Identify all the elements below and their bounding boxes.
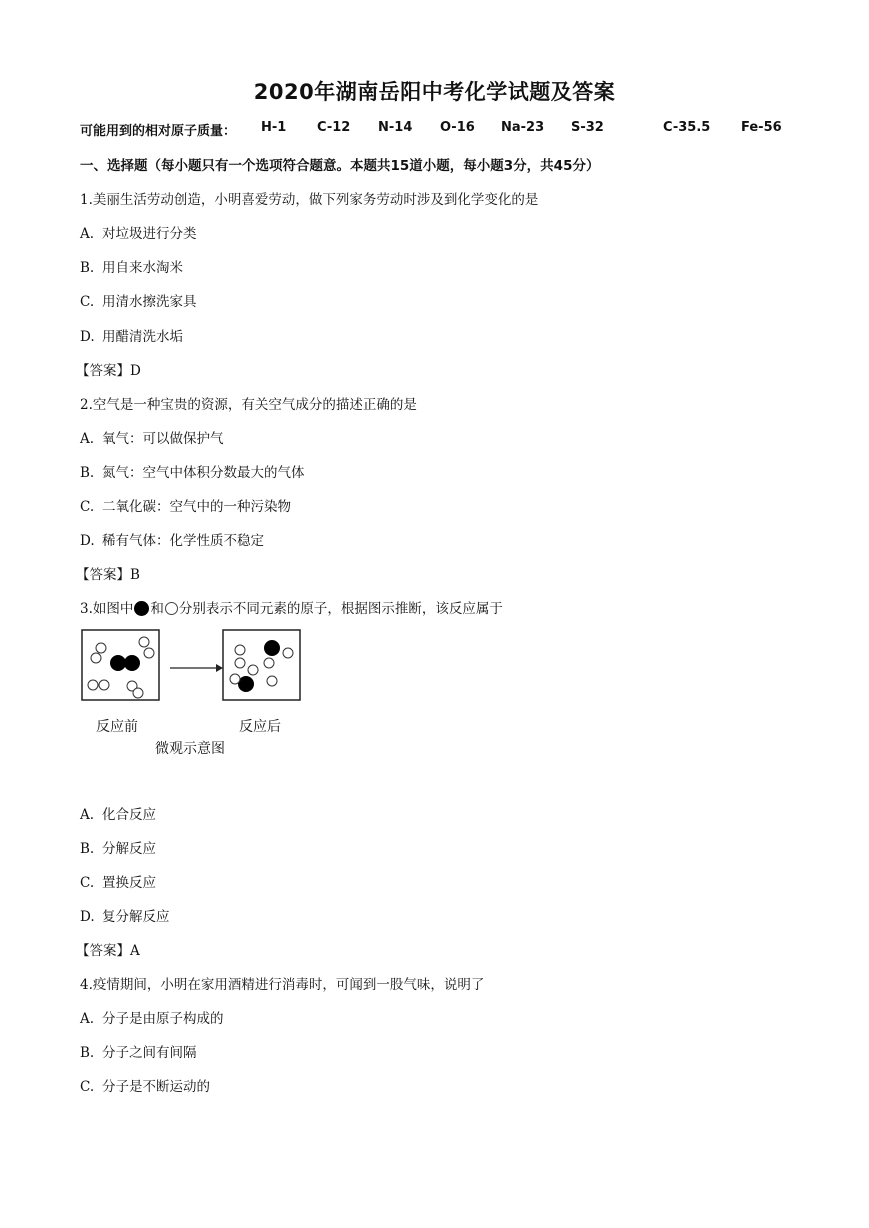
question-1-option-a [80,222,197,242]
question-1-stem: 1.美丽生活劳动创造，小明喜爱劳动，做下列家务劳动时涉及到化学变化的是 [80,192,539,208]
option-text: 氧气：可以做保护气 [102,431,224,447]
before-label: 反应前 [96,719,138,735]
atomic-mass-c: C-12 [317,120,351,135]
atomic-mass-fe: Fe-56 [741,120,782,135]
question-2-option-c [80,495,291,515]
question-1-answer: 【答案】D [76,363,141,379]
option-letter: B. [80,1045,95,1061]
option-text: 用醋清洗水垢 [102,329,183,345]
question-3-stem [80,597,503,617]
option-text: 用自来水淘米 [102,260,183,276]
question-3-option-d [80,905,170,925]
question-3-option-b [80,837,156,857]
option-text: 化合反应 [102,807,156,823]
question-3-answer: 【答案】A [76,943,140,959]
white-atom-icon [235,645,245,655]
option-letter: B. [80,841,95,857]
diagram-caption: 微观示意图 [155,741,225,757]
white-atom-icon [264,658,274,668]
question-4-option-a [80,1007,224,1027]
question-1-option-b [80,256,183,276]
question-4-option-c [80,1075,210,1095]
white-atom-icon [99,680,109,690]
question-2-option-a [80,427,224,447]
white-atom-icon [88,680,98,690]
black-atom-icon [134,601,149,616]
option-text: 复分解反应 [102,909,170,925]
black-atom-icon [110,655,126,671]
option-text: 分子是由原子构成的 [102,1011,224,1027]
option-text: 二氧化碳：空气中的一种污染物 [102,499,291,515]
question-1-option-d [80,325,183,345]
white-atom-icon [96,643,106,653]
white-atom-icon [165,602,178,615]
atomic-mass-n: N-14 [378,120,413,135]
white-atom-icon [230,674,240,684]
question-3-option-c [80,871,156,891]
option-text: 分子之间有间隔 [102,1045,197,1061]
white-atom-icon [283,648,293,658]
option-letter: A. [80,807,95,823]
white-atom-icon [91,653,101,663]
atomic-mass-cl: C-35.5 [663,120,711,135]
stem-text: 和 [150,601,164,617]
atomic-mass-line [80,120,840,140]
atomic-mass-label: 可能用到的相对原子质量： [80,124,237,139]
question-4-option-b [80,1041,197,1061]
arrow-head-icon [216,664,223,672]
option-letter: A. [80,431,95,447]
atomic-mass-h: H-1 [261,120,287,135]
option-letter: D. [80,329,95,345]
option-text: 对垃圾进行分类 [102,226,197,242]
stem-text: 3.如图中 [80,601,134,617]
question-3-option-a [80,803,156,823]
option-text: 分子是不断运动的 [102,1079,210,1095]
option-text: 用清水擦洗家具 [102,294,197,310]
question-2-option-b [80,461,305,481]
page-title: 2020年湖南岳阳中考化学试题及答案 [253,80,616,104]
option-letter: B. [80,465,95,481]
stem-text: 分别表示不同元素的原子，根据图示推断，该反应属于 [178,601,503,617]
question-2-answer: 【答案】B [76,567,140,583]
option-letter: C. [80,499,95,515]
reaction-diagram-svg [80,628,340,708]
option-text: 置换反应 [102,875,156,891]
atomic-mass-s: S-32 [571,120,604,135]
white-atom-icon [235,658,245,668]
option-text: 稀有气体：化学性质不稳定 [102,533,264,549]
option-letter: D. [80,909,95,925]
question-2-option-d [80,529,264,549]
white-atom-icon [144,648,154,658]
reaction-diagram [80,628,340,768]
white-atom-icon [248,665,258,675]
question-2-stem: 2.空气是一种宝贵的资源，有关空气成分的描述正确的是 [80,397,417,413]
atomic-mass-o: O-16 [440,120,475,135]
white-atom-icon [133,688,143,698]
option-text: 氮气：空气中体积分数最大的气体 [102,465,305,481]
black-atom-icon [124,655,140,671]
option-letter: D. [80,533,95,549]
option-letter: A. [80,1011,95,1027]
option-letter: C. [80,1079,95,1095]
question-4-stem: 4.疫情期间，小明在家用酒精进行消毒时，可闻到一股气味，说明了 [80,977,485,993]
white-atom-icon [267,676,277,686]
option-letter: A. [80,226,95,242]
black-atom-icon [264,640,280,656]
atomic-mass-na: Na-23 [501,120,545,135]
after-label: 反应后 [239,719,281,735]
option-text: 分解反应 [102,841,156,857]
white-atom-icon [139,637,149,647]
question-1-option-c [80,290,197,310]
option-letter: C. [80,294,95,310]
after-box [223,630,300,700]
option-letter: B. [80,260,95,276]
option-letter: C. [80,875,95,891]
section-heading: 一、选择题（每小题只有一个选项符合题意。本题共15道小题，每小题3分，共45分） [80,158,600,174]
